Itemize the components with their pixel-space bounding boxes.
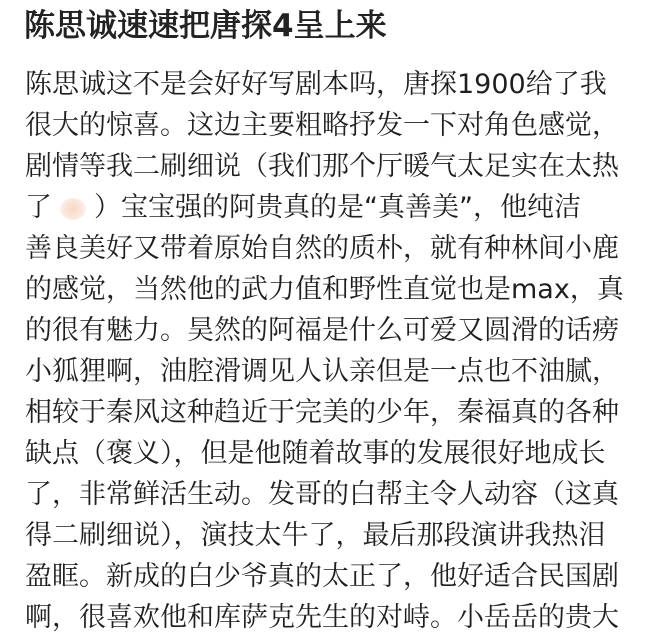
- bottom-clip: [0, 600, 672, 628]
- body-line: 盈眶。新成的白少爷真的太正了，他好适合民国剧: [25, 561, 619, 592]
- body-line: 相较于秦风这种趋近于完美的少年，秦福真的各种: [25, 397, 619, 428]
- body-line: [25, 187, 665, 228]
- body-line: 剧情等我二刷细说（我们那个厅暖气太足实在太热: [25, 151, 619, 182]
- body-line: 陈思诚这不是会好好写剧本吗，唐探1900给了我: [25, 69, 607, 100]
- blurred-emoji-icon: [60, 198, 86, 220]
- post-title: 陈思诚速速把唐探4呈上来: [24, 8, 387, 44]
- body-line: 善良美好又带着原始自然的质朴，就有种林间小鹿: [25, 233, 619, 264]
- body-line: 缺点（褒义），但是他随着故事的发展很好地成长: [25, 438, 606, 469]
- body-line: 的感觉，当然他的武力值和野性直觉也是max，真: [25, 274, 624, 305]
- body-line-start: 了: [25, 192, 52, 223]
- post-body: [25, 64, 665, 638]
- body-line: 小狐狸啊，油腔滑调见人认亲但是一点也不油腻，: [25, 356, 619, 387]
- body-line: 了，非常鲜活生动。发哥的白帮主令人动容（这真: [25, 479, 619, 510]
- body-line: 得二刷细说），演技太牛了，最后那段演讲我热泪: [25, 520, 606, 551]
- body-line-end: ）宝宝强的阿贵真的是“真善美”，他纯洁: [94, 192, 581, 223]
- body-line: 的很有魅力。昊然的阿福是什么可爱又圆滑的话痨: [25, 315, 619, 346]
- body-line: 很大的惊喜。这边主要粗略抒发一下对角色感觉，: [25, 110, 619, 141]
- body-line: 啊，很喜欢他和库萨克先生的对峙。小岳岳的贵大: [25, 602, 619, 633]
